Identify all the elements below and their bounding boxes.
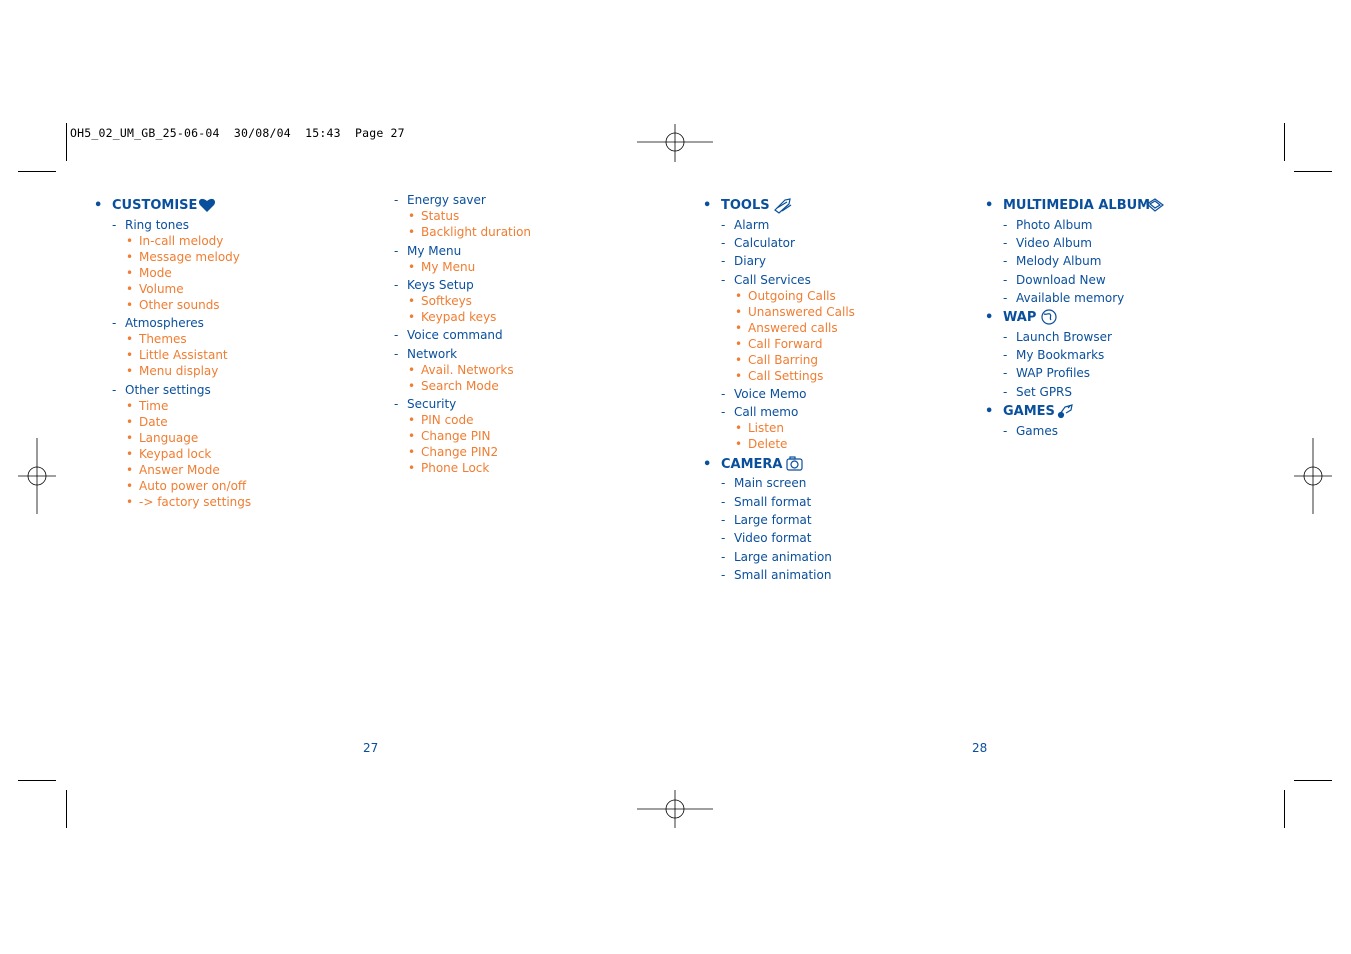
globe-icon [1040, 308, 1058, 330]
page-number-left: 27 [363, 741, 379, 755]
camera-icon [785, 455, 805, 477]
album-icon [1145, 196, 1165, 218]
joystick-icon [1057, 402, 1075, 424]
page-number-right: 28 [972, 741, 988, 755]
tools-icon [773, 196, 793, 218]
heart-icon [198, 196, 216, 218]
print-slug: OH5_02_UM_GB_25-06-04 30/08/04 15:43 Page 27 [70, 126, 405, 140]
